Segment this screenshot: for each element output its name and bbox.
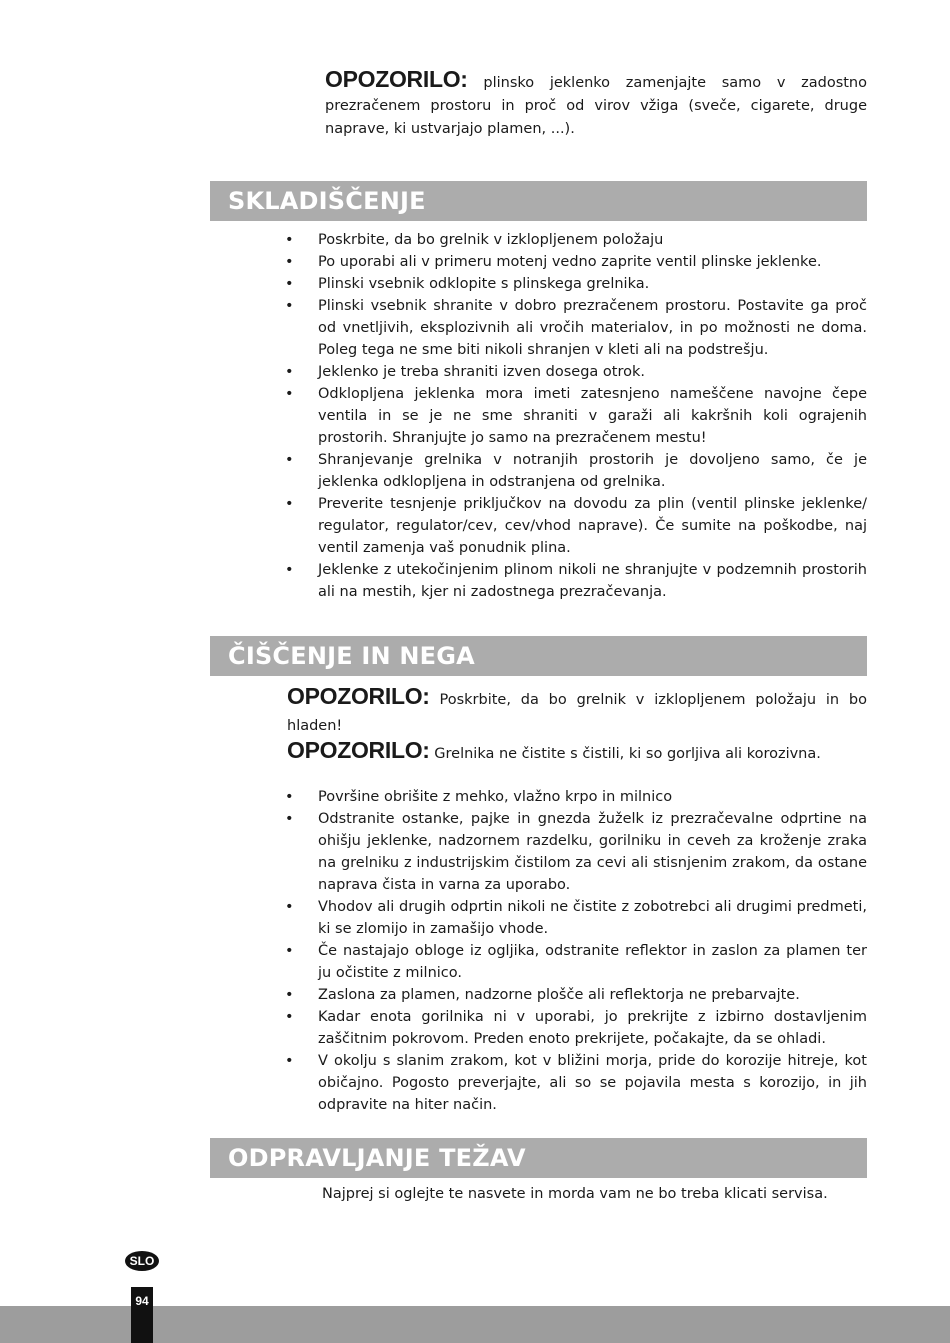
warning-label: OPOZORILO: [287,737,430,763]
warning-top [325,68,867,141]
list-item: • Odstranite ostanke, pajke in gnezda žuželk iz prezračevalne odprtine na ohišju jeklenke, nadzornem razdelku, gorilniku in ceveh za kroženje zraka na grelniku z industrijskim čistilom za cevi ali stisnjenim zrakom, da ostane naprava čista in varna za uporabo. [285,808,867,896]
cleaning-list [285,786,867,1116]
troubleshooting-intro: Najprej si oglejte te nasvete in morda vam ne bo treba klicati servisa. [322,1186,828,1202]
warning-text: Grelnika ne čistite s čistili, ki so gorljiva ali korozivna. [429,746,821,762]
page-number: 94 [131,1287,153,1343]
list-item: • Plinski vsebnik shranite v dobro prezračenem prostoru. Postavite ga proč od vnetljivih, eksplozivnih ali vročih materialov, in po možnosti ne doma. Poleg tega ne sme biti nikoli shranjen v kleti ali na podstrešju. [285,295,867,361]
list-item: • V okolju s slanim zrakom, kot v bližini morja, pride do korozije hitreje, kot običajno. Pogosto preverjajte, ali so se pojavila mesta s korozijo, in jih odpravite na hiter način. [285,1050,867,1116]
list-item: • Če nastajajo obloge iz ogljika, odstranite reflektor in zaslon za plamen ter ju očistite z milnico. [285,940,867,984]
list-item: • Zaslona za plamen, nadzorne plošče ali reflektorja ne prebarvajte. [285,984,867,1006]
list-item: • Odklopljena jeklenka mora imeti zatesnjeno nameščene navojne čepe ventila in se je ne sme shraniti v garaži ali kakršnih koli ograjenih prostorih. Shranjujte jo samo na prezračenem mestu! [285,383,867,449]
list-item: • Kadar enota gorilnika ni v uporabi, jo prekrijte z izbirno dostavljenim zaščitnim pokrovom. Preden enoto prekrijete, počakajte, da se ohladi. [285,1006,867,1050]
storage-list [285,229,867,603]
list-item: • Površine obrišite z mehko, vlažno krpo in milnico [285,786,867,808]
list-item: • Preverite tesnjenje priključkov na dovodu za plin (ventil plinske jeklenke/ regulator, regulator/cev, cev/vhod naprave). Če sumite na poškodbe, naj ventil zamenja vaš ponudnik plina. [285,493,867,559]
list-item: • Vhodov ali drugih odprtin nikoli ne čistite z zobotrebci ali drugimi predmeti, ki se zlomijo in zamašijo vhode. [285,896,867,940]
section-title-cleaning: ČIŠČENJE IN NEGA [210,636,867,676]
language-badge: SLO [125,1251,159,1271]
warning-text: plinsko jeklenko zamenjajte samo v zadostno prezračenem prostoru in proč od virov vžiga (sveče, cigarete, druge naprave, ki ustvarjajo plamen, ...). [325,75,867,137]
cleaning-warning-2 [287,737,867,767]
list-item: • Plinski vsebnik odklopite s plinskega grelnika. [285,273,867,295]
warning-text: Poskrbite, da bo grelnik v izklopljenem položaju in bo hladen! [287,692,867,734]
list-item: • Jeklenko je treba shraniti izven dosega otrok. [285,361,867,383]
warning-label: OPOZORILO: [325,66,468,92]
list-item: • Jeklenke z utekočinjenim plinom nikoli ne shranjujte v podzemnih prostorih ali na mestih, kjer ni zadostnega prezračevanja. [285,559,867,603]
section-title-storage: SKLADIŠČENJE [210,181,867,221]
section-title-troubleshooting: ODPRAVLJANJE TEŽAV [210,1138,867,1178]
list-item: • Poskrbite, da bo grelnik v izklopljenem položaju [285,229,867,251]
list-item: • Po uporabi ali v primeru motenj vedno zaprite ventil plinske jeklenke. [285,251,867,273]
warning-label: OPOZORILO: [287,683,430,709]
list-item: • Shranjevanje grelnika v notranjih prostorih je dovoljeno samo, če je jeklenka odklopljena in odstranjena od grelnika. [285,449,867,493]
cleaning-warning-1 [287,683,867,739]
